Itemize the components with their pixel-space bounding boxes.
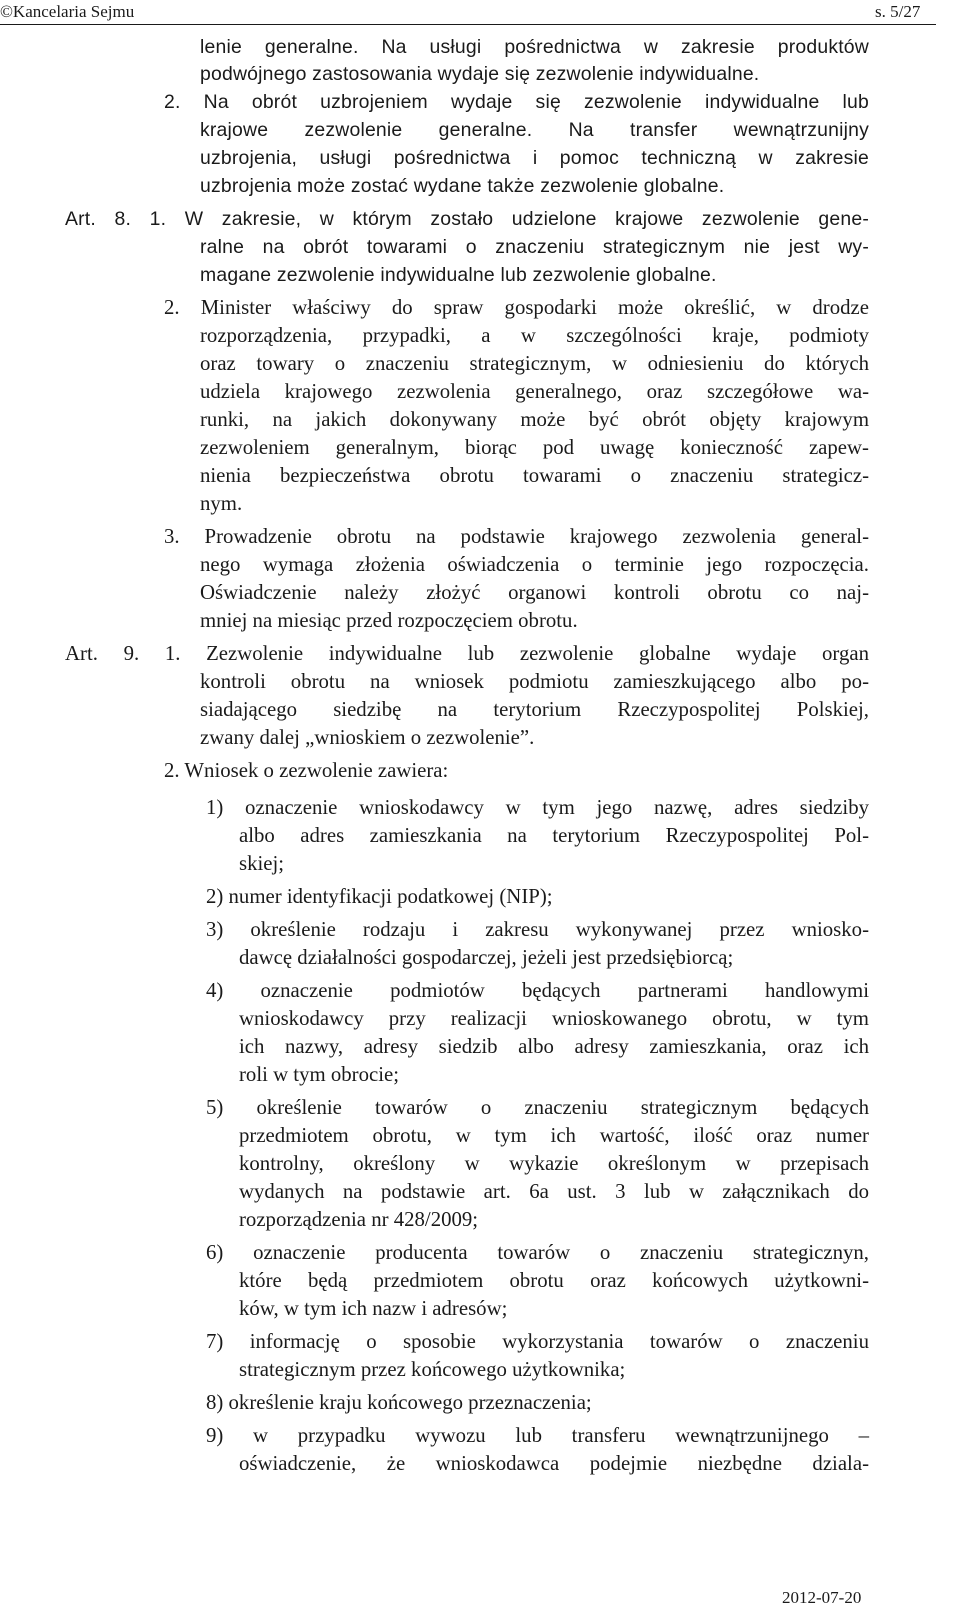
list-item: 8) określenie kraju końcowego przeznaczenia; bbox=[206, 1391, 592, 1414]
article-8-heading-line: Art. 8. 1. W zakresie, w którym zostało udzielone krajowe zezwolenie gene- bbox=[65, 208, 869, 230]
text-line: kontroli obrotu na wniosek podmiotu zamieszkującego albo po- bbox=[200, 670, 869, 693]
text-line: wnioskodawcy przy realizacji wnioskowanego obrotu, w tym bbox=[239, 1007, 869, 1030]
text-line: uzbrojenia, usługi pośrednictwa i pomoc techniczną w zakresie bbox=[200, 147, 869, 169]
text-line: ralne na obrót towarami o znaczeniu strategicznym nie jest wy- bbox=[200, 236, 869, 258]
text-line: ich nazwy, adresy siedzib albo adresy zamieszkania, oraz ich bbox=[239, 1035, 869, 1058]
text-line: dawcę działalności gospodarczej, jeżeli jest przedsiębiorcą; bbox=[239, 946, 734, 969]
text-line: zezwoleniem generalnym, biorąc pod uwagę konieczność zapew- bbox=[200, 436, 869, 459]
text-line: krajowe zezwolenie generalne. Na transfer wewnątrzunijny bbox=[200, 119, 869, 141]
text-line: nienia bezpieczeństwa obrotu towarami o znaczeniu strategicz- bbox=[200, 464, 869, 487]
page-number: s. 5/27 bbox=[875, 2, 921, 21]
text-line: przedmiotem obrotu, w tym ich wartość, ilość oraz numer bbox=[239, 1124, 869, 1147]
text-line: skiej; bbox=[239, 852, 285, 875]
text-line: strategicznym przez końcowego użytkownika; bbox=[239, 1358, 626, 1381]
text-line: oraz towary o znaczeniu strategicznym, w odniesieniu do których bbox=[200, 352, 869, 375]
text-line: rozporządzenia nr 428/2009; bbox=[239, 1208, 479, 1231]
list-item: 3) określenie rodzaju i zakresu wykonywanej przez wniosko- bbox=[206, 918, 869, 941]
text-line: magane zezwolenie indywidualne lub zezwolenie globalne. bbox=[200, 264, 717, 286]
list-item: 5) określenie towarów o znaczeniu strategicznym będących bbox=[206, 1096, 869, 1119]
list-item: 9) w przypadku wywozu lub transferu wewnątrzunijnego – bbox=[206, 1424, 869, 1447]
text-line: Oświadczenie należy złożyć organowi kontroli obrotu co naj- bbox=[200, 581, 869, 604]
text-line: uzbrojenia może zostać wydane także zezwolenie globalne. bbox=[200, 175, 725, 197]
text-line: rozporządzenia, przypadki, a w szczególności kraje, podmioty bbox=[200, 324, 869, 347]
publication-date: 2012-07-20 bbox=[782, 1588, 862, 1607]
text-line: siadającego siedzibę na terytorium Rzeczypospolitej Polskiej, bbox=[200, 698, 869, 721]
text-line: kontrolny, określony w wykazie określonym w przepisach bbox=[239, 1152, 869, 1175]
list-item: 4) oznaczenie podmiotów będących partnerami handlowymi bbox=[206, 979, 869, 1002]
text-line: wydanych na podstawie art. 6a ust. 3 lub w załącznikach do bbox=[239, 1180, 869, 1203]
text-line: zwany dalej „wnioskiem o zezwolenie”. bbox=[200, 726, 535, 749]
text-line: oświadczenie, że wnioskodawca podejmie niezbędne dziala- bbox=[239, 1452, 869, 1475]
text-line: 2. Wniosek o zezwolenie zawiera: bbox=[164, 759, 449, 782]
text-line: roli w tym obrocie; bbox=[239, 1063, 399, 1086]
text-line: mniej na miesiąc przed rozpoczęciem obrotu. bbox=[200, 609, 578, 632]
article-9-heading-line: Art. 9. 1. Zezwolenie indywidualne lub zezwolenie globalne wydaje organ bbox=[65, 642, 869, 665]
text-line: runki, na jakich dokonywany może być obrót objęty krajowym bbox=[200, 408, 869, 431]
list-item: 7) informację o sposobie wykorzystania towarów o znaczeniu bbox=[206, 1330, 869, 1353]
text-line: lenie generalne. Na usługi pośrednictwa w zakresie produktów bbox=[200, 36, 869, 58]
text-line: 2. Minister właściwy do spraw gospodarki może określić, w drodze bbox=[164, 296, 869, 319]
list-item: 1) oznaczenie wnioskodawcy w tym jego nazwę, adres siedziby bbox=[206, 796, 869, 819]
text-line: podwójnego zastosowania wydaje się zezwolenie indywidualne. bbox=[200, 63, 760, 85]
header-copyright: ©Kancelaria Sejmu bbox=[0, 2, 135, 21]
text-line: ków, w tym ich nazw i adresów; bbox=[239, 1297, 508, 1320]
text-line: albo adres zamieszkania na terytorium Rzeczypospolitej Pol- bbox=[239, 824, 869, 847]
text-line: nym. bbox=[200, 492, 243, 515]
header-divider bbox=[0, 24, 936, 25]
list-item: 2) numer identyfikacji podatkowej (NIP); bbox=[206, 885, 553, 908]
text-line: które będą przedmiotem obrotu oraz końcowych użytkowni- bbox=[239, 1269, 869, 1292]
text-line: 2. Na obrót uzbrojeniem wydaje się zezwolenie indywidualne lub bbox=[164, 91, 869, 113]
text-line: 3. Prowadzenie obrotu na podstawie krajowego zezwolenia general- bbox=[164, 525, 869, 548]
list-item: 6) oznaczenie producenta towarów o znaczeniu strategicznyn, bbox=[206, 1241, 869, 1264]
text-line: nego wymaga złożenia oświadczenia o terminie jego rozpoczęcia. bbox=[200, 553, 869, 576]
text-line: udziela krajowego zezwolenia generalnego, oraz szczegółowe wa- bbox=[200, 380, 869, 403]
